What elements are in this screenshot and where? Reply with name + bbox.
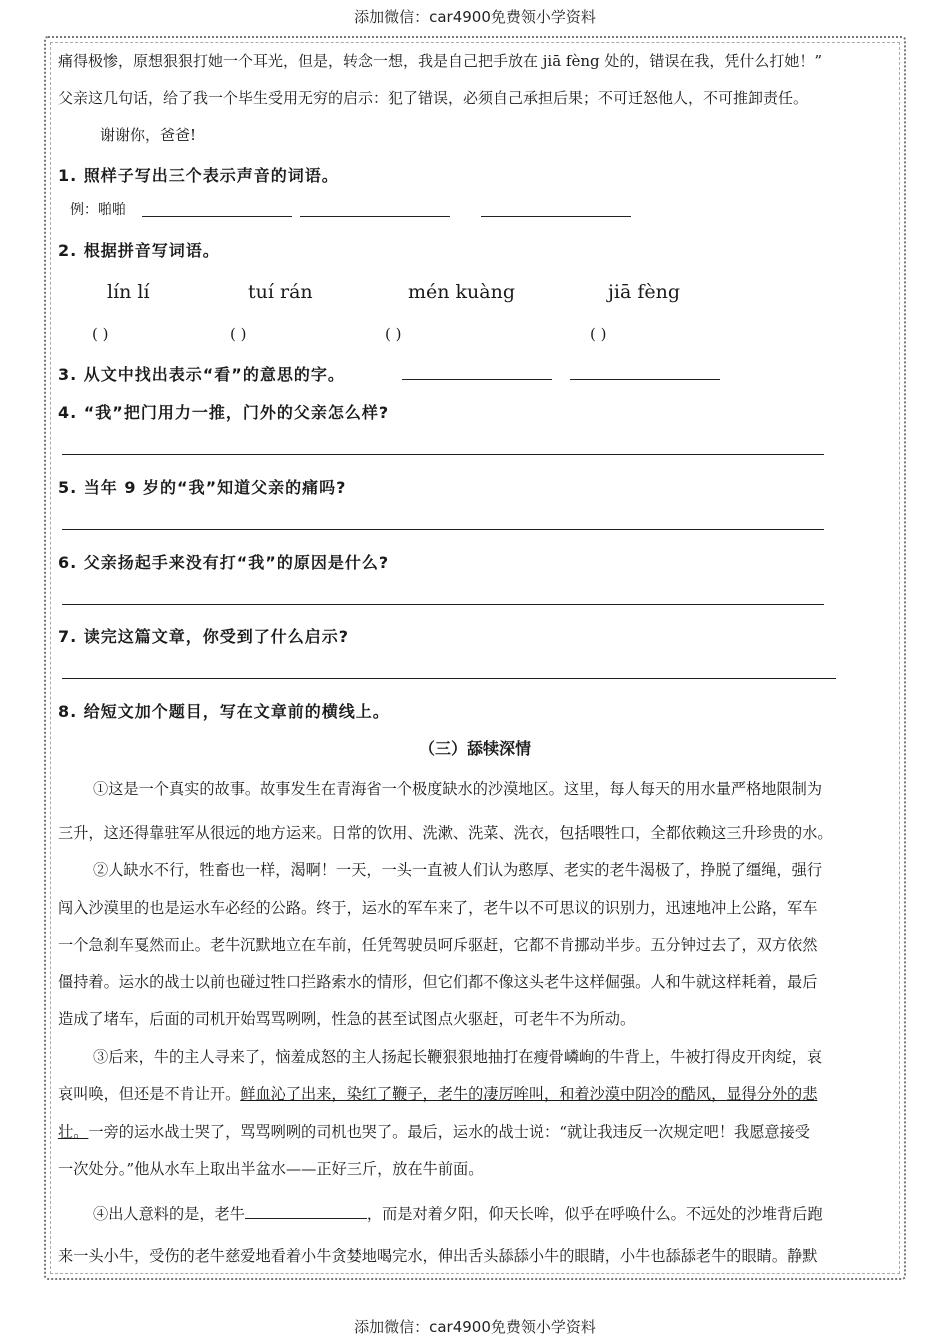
question-3: 3. 从文中找出表示“看”的意思的字。 [58,365,345,384]
question-4: 4. “我”把门用力一推，门外的父亲怎么样? [58,403,390,422]
para4-line1 [93,1203,823,1225]
para4-line1-pre: ④出人意料的是，老牛 [93,1205,245,1223]
paren-3[interactable]: ( ) [385,325,402,343]
q1-blank-1[interactable] [142,216,292,217]
section-title: （三）舔犊深情 [418,739,531,758]
question-1: 1. 照样子写出三个表示声音的词语。 [58,166,339,185]
pinyin-1: lín lí [107,281,150,303]
question-5: 5. 当年 9 岁的“我”知道父亲的痛吗? [58,478,347,497]
question-2: 2. 根据拼音写词语。 [58,241,220,260]
story-line-1: 痛得极惨，原想狠狠打她一个耳光，但是，转念一想，我是自己把手放在 jiā fèng 处的，错误在我，凭什么打她！” [58,52,823,70]
para2-line5: 造成了堵车，后面的司机开始骂骂咧咧，性急的甚至试图点火驱赶，可老牛不为所动。 [58,1010,636,1028]
q5-answer-line[interactable] [62,529,824,530]
page-footer: 添加微信：car4900免费领小学资料 [354,1318,596,1336]
para3-line2-text: 哀叫唤，但还是不肯让开。 [58,1085,241,1103]
para4-blank[interactable] [245,1204,367,1219]
pinyin-3: mén kuàng [408,281,516,303]
question-7: 7. 读完这篇文章，你受到了什么启示? [58,627,350,646]
para2-line1: ②人缺水不行，牲畜也一样，渴啊！一天，一头一直被人们认为憨厚、老实的老牛渴极了，挣脱了缰绳，强行 [93,861,822,879]
para3-line3-text: 一旁的运水战士哭了，骂骂咧咧的司机也哭了。最后，运水的战士说：“就让我违反一次规定吧！我愿意接受 [88,1123,810,1141]
story-line-2: 父亲这几句话，给了我一个毕生受用无穷的启示：犯了错误，必须自己承担后果；不可迁怒他人，不可推卸责任。 [58,89,809,107]
q1-example: 例：啪啪 [70,202,126,218]
page-header: 添加微信：car4900免费领小学资料 [354,8,596,26]
question-6: 6. 父亲扬起手来没有打“我”的原因是什么? [58,553,390,572]
q4-answer-line[interactable] [62,454,824,455]
para2-line3: 一个急刹车戛然而止。老牛沉默地立在车前，任凭驾驶员呵斥驱赶，它都不肯挪动半步。五分钟过去了，双方依然 [58,936,818,954]
paren-4[interactable]: ( ) [590,325,607,343]
pinyin-4: jiā fèng [608,281,681,303]
para3-line3 [58,1121,810,1143]
paren-1[interactable]: ( ) [92,325,109,343]
para3-line2 [58,1083,817,1105]
para3-line4: 一次处分。”他从水车上取出半盆水——正好三斤，放在牛前面。 [58,1160,484,1178]
para1-line1: ①这是一个真实的故事。故事发生在青海省一个极度缺水的沙漠地区。这里，每人每天的用水量严格地限制为 [93,780,822,798]
q7-answer-line[interactable] [62,678,836,679]
q3-blank-1[interactable] [402,379,552,380]
para4-line2: 来一头小牛，受伤的老牛慈爱地看着小牛贪婪地喝完水，伸出舌头舔舔小牛的眼睛，小牛也舔舔老牛的眼睛。静默 [58,1247,818,1265]
para2-line4: 僵持着。运水的战士以前也碰过牲口拦路索水的情形，但它们都不像这头老牛这样倔强。人和牛就这样耗着，最后 [58,973,818,991]
para4-line1-post: ，而是对着夕阳，仰天长哞，似乎在呼唤什么。不远处的沙堆背后跑 [366,1205,823,1223]
question-8: 8. 给短文加个题目，写在文章前的横线上。 [58,702,390,721]
para2-line2: 闯入沙漠里的也是运水车必经的公路。终于，运水的军车来了，老牛以不可思议的识别力，迅速地冲上公路，军车 [58,899,818,917]
q3-blank-2[interactable] [570,379,720,380]
para3-underlined-1: 鲜血沁了出来，染红了鞭子，老牛的凄厉哞叫，和着沙漠中阴冷的酷风，显得分外的悲 [240,1085,818,1103]
q1-blank-2[interactable] [300,216,450,217]
q1-blank-3[interactable] [481,216,631,217]
para3-underlined-2: 壮。 [58,1123,89,1141]
story-line-3: 谢谢你，爸爸! [100,126,197,144]
paren-2[interactable]: ( ) [230,325,247,343]
para1-line2: 三升，这还得靠驻军从很远的地方运来。日常的饮用、洗漱、洗菜、洗衣，包括喂牲口，全都依赖这三升珍贵的水。 [58,824,833,842]
pinyin-2: tuí rán [248,281,313,303]
q6-answer-line[interactable] [62,604,824,605]
para3-line1: ③后来，牛的主人寻来了，恼羞成怒的主人扬起长鞭狠狠地抽打在瘦骨嶙峋的牛背上，牛被打得皮开肉绽，哀 [93,1048,822,1066]
